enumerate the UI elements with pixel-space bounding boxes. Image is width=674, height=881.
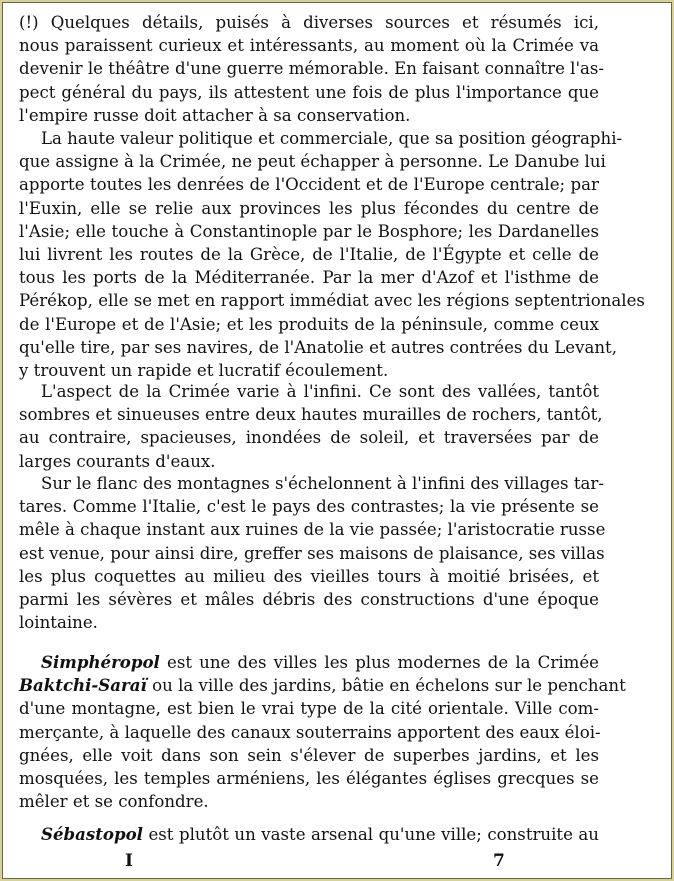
text-line: parmi les sévères et mâles débris des constructions d'une époque	[19, 589, 599, 609]
text-line: nous paraissent curieux et intéressants, au moment où la Crimée va	[19, 36, 599, 56]
text-line: de l'Europe et de l'Asie; et les produits de la péninsule, comme ceux	[19, 314, 599, 334]
text-line: les plus coquettes au milieu des vieilles tours à moitié brisées, et	[19, 566, 599, 586]
text-line: au contraire, spacieuses, inondées de soleil, et traversées par de	[19, 428, 599, 448]
text-line: La haute valeur politique et commerciale, que sa position géographi-	[41, 129, 623, 148]
text-line	[19, 674, 626, 697]
text-line: pect général du pays, ils attestent une fois de plus l'importance que	[19, 82, 599, 102]
text-fragment: est plutôt un vaste arsenal qu'une ville; construite au	[142, 825, 599, 844]
text-line	[19, 823, 599, 846]
text-line: d'une montagne, est bien le vrai type de la cité orientale. Ville com-	[19, 699, 599, 719]
text-fragment: ou la ville des jardins, bâtie en échelons sur le penchant	[146, 676, 626, 696]
text-line: qu'elle tire, par ses navires, de l'Anatolie et autres contrées du Levant,	[19, 337, 617, 357]
text-line: (!) Quelques détails, puisés à diverses sources et résumés ici,	[19, 13, 599, 32]
text-line: est venue, pour ainsi dire, greffer ses maisons de plaisance, ses villas	[19, 543, 605, 563]
text-line: merçante, à laquelle des canaux souterrains apportent des eaux éloi-	[19, 722, 601, 742]
document-page	[2, 2, 672, 879]
text-line: y trouvent un rapide et lucratif écoulement.	[19, 360, 389, 380]
place-name-simpheropol: Simphéropol	[41, 652, 160, 672]
text-line: devenir le théâtre d'une guerre mémorable. En faisant connaître l'as-	[19, 59, 605, 79]
text-line: l'Euxin, elle se relie aux provinces les plus fécondes du centre de	[19, 198, 599, 218]
text-line: tares. Comme l'Italie, c'est le pays des contrastes; la vie présente se	[19, 497, 599, 517]
text-line: Sur le flanc des montagnes s'échelonnent à l'infini des villages tar-	[41, 474, 604, 493]
paragraph-3	[19, 380, 603, 473]
place-name-sebastopol: Sébastopol	[41, 824, 143, 844]
paragraph-4	[19, 472, 606, 634]
text-line: mosquées, les temples arméniens, les élégantes églises grecques se	[19, 768, 599, 788]
page-number: 7	[493, 851, 505, 871]
text-line: l'empire russe doit attacher à sa conservation.	[19, 105, 411, 125]
text-line: mêler et se confondre.	[19, 792, 209, 812]
text-line: l'Asie; elle touche à Constantinople par le Bosphore; les Dardanelles	[19, 221, 599, 241]
text-fragment: est une des villes les plus modernes de la Crimée	[159, 653, 599, 672]
paragraph-5	[19, 651, 626, 813]
text-line: gnées, elle voit dans son sein s'élever de superbes jardins, et les	[19, 745, 599, 765]
text-line: L'aspect de la Crimée varie à l'infini. Ce sont des vallées, tantôt	[41, 382, 599, 401]
signature-mark: I	[125, 851, 133, 871]
text-line: lui livrent les routes de la Grèce, de l'Italie, de l'Égypte et celle de	[19, 244, 599, 264]
paragraph-6	[19, 823, 599, 846]
text-line: sombres et sinueuses entre deux hautes murailles de rochers, tantôt,	[19, 405, 603, 425]
text-line	[19, 651, 599, 674]
text-line: que assigne à la Crimée, ne peut échapper à personne. Le Danube lui	[19, 152, 606, 172]
text-line: Pérékop, elle se met en rapport immédiat avec les régions septentrionales	[19, 291, 645, 311]
text-line: tous les ports de la Méditerranée. Par la mer d'Azof et l'isthme de	[19, 268, 599, 288]
place-name-baktchi-sarai: Baktchi-Saraï	[19, 675, 147, 696]
text-line: larges courants d'eaux.	[19, 451, 216, 471]
text-line: apporte toutes les denrées de l'Occident et de l'Europe centrale; par	[19, 175, 599, 195]
text-line: lointaine.	[19, 613, 98, 633]
paragraph-1	[19, 11, 605, 127]
text-line: mêle à chaque instant aux ruines de la vie passée; l'aristocratie russe	[19, 520, 606, 540]
paragraph-2	[19, 127, 645, 382]
